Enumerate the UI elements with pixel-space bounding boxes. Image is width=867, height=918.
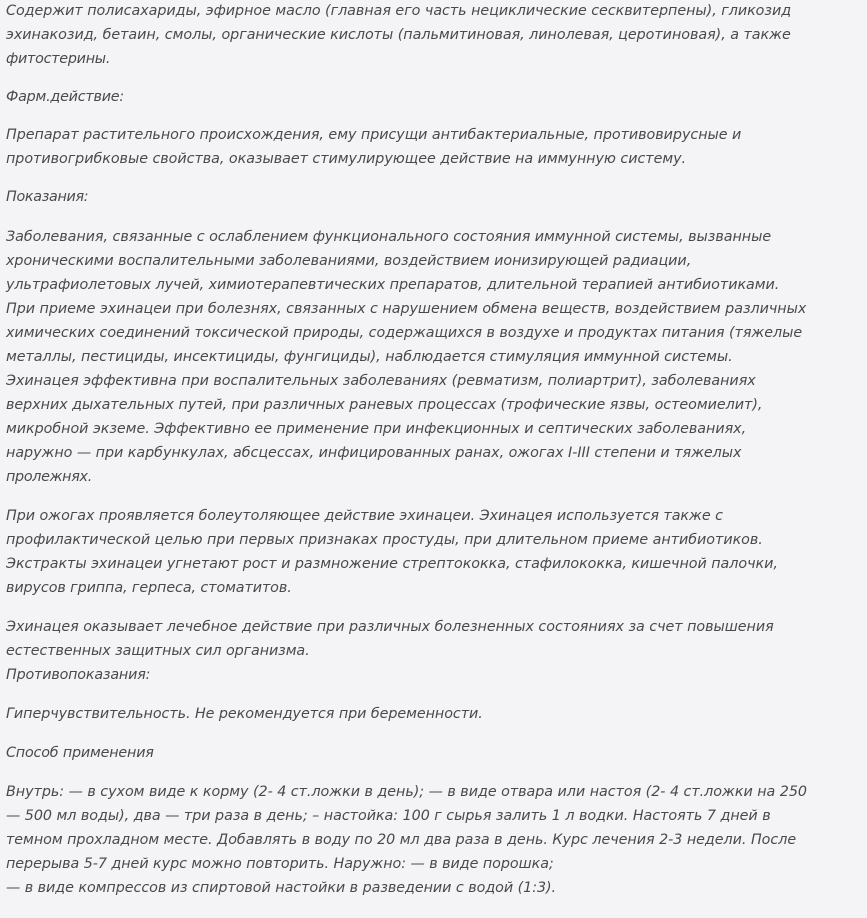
paragraph-pharm-action xyxy=(6,123,864,171)
heading-usage xyxy=(6,741,864,765)
text-line: Гиперчувствительность. Не рекомендуется при беременности. xyxy=(6,706,483,722)
text-line: Заболевания, связанные с ослаблением функционального состояния иммунной системы, вызванные xyxy=(6,229,772,245)
text-line: перерыва 5-7 дней курс можно повторить. Наружно: — в виде порошка; xyxy=(6,856,554,872)
text-line: темном прохладном месте. Добавлять в воду по 20 мл два раза в день. Курс лечения 2-3 недели. После xyxy=(6,832,797,848)
text-line: эхинакозид, бетаин, смолы, органические кислоты (пальмитиновая, линолевая, церотиновая), а также xyxy=(6,27,791,43)
text-line: Способ применения xyxy=(6,745,154,761)
text-line: естественных защитных сил организма. xyxy=(6,643,310,659)
text-line: Внутрь: — в сухом виде к корму (2- 4 ст.ложки в день); — в виде отвара или настоя (2- 4 ст.ложки на 250 xyxy=(6,784,807,800)
text-line: Препарат растительного происхождения, ему присущи антибактериальные, противовирусные и xyxy=(6,127,742,143)
text-line: профилактической целью при первых признаках простуды, при длительном приеме антибиотиков. xyxy=(6,532,763,548)
text-line: Содержит полисахариды, эфирное масло (главная его часть нециклические сесквитерпены), гликозид xyxy=(6,3,792,19)
text-line: вирусов гриппа, герпеса, стоматитов. xyxy=(6,580,292,596)
heading-pharm-action xyxy=(6,85,864,109)
text-line: микробной экземе. Эффективно ее применение при инфекционных и септических заболеваниях, xyxy=(6,421,747,437)
text-line: фитостерины. xyxy=(6,51,111,67)
paragraph-healing xyxy=(6,615,864,687)
text-line: противогрибковые свойства, оказывает стимулирующее действие на иммунную систему. xyxy=(6,151,687,167)
text-line: хроническими воспалительными заболеваниями, воздействием ионизирующей радиации, xyxy=(6,253,692,269)
text-line: верхних дыхательных путей, при различных раневых процессах (трофические язвы, остеомиелит), xyxy=(6,397,763,413)
paragraph-indications xyxy=(6,225,864,489)
text-line: пролежнях. xyxy=(6,469,92,485)
text-line: При приеме эхинацеи при болезнях, связанных с нарушением обмена веществ, воздействием различных xyxy=(6,301,807,317)
text-line: — в виде компрессов из спиртовой настойки в разведении с водой (1:3). xyxy=(6,880,557,896)
paragraph-usage xyxy=(6,780,864,900)
heading-contraindications: Противопоказания: xyxy=(6,667,151,683)
text-line: ультрафиолетовых лучей, химиотерапевтических препаратов, длительной терапией антибиотиками. xyxy=(6,277,780,293)
text-line: металлы, пестициды, инсектициды, фунгициды), наблюдается стимуляция иммунной системы. xyxy=(6,349,733,365)
text-line: наружно — при карбункулах, абсцессах, инфицированных ранах, ожогах I-III степени и тяжелых xyxy=(6,445,742,461)
text-line: Показания: xyxy=(6,189,89,205)
text-line: При ожогах проявляется болеутоляющее действие эхинацеи. Эхинацея используется также с xyxy=(6,508,723,524)
paragraph-contraindications xyxy=(6,702,864,726)
text-line: Эхинацея оказывает лечебное действие при различных болезненных состояниях за счет повышения xyxy=(6,619,774,635)
text-line: химических соединений токсической природы, содержащихся в воздухе и продуктах питания (тяжелые xyxy=(6,325,803,341)
text-line: Фарм.действие: xyxy=(6,89,124,105)
heading-indications xyxy=(6,185,864,209)
text-line: — 500 мл воды), два — три раза в день; – настойка: 100 г сырья залить 1 л водки. Настоять 7 дней в xyxy=(6,808,771,824)
text-line: Экстракты эхинацеи угнетают рост и размножение стрептококка, стафилококка, кишечной палочки, xyxy=(6,556,778,572)
paragraph-burns xyxy=(6,504,864,600)
text-line: Эхинацея эффективна при воспалительных заболеваниях (ревматизм, полиартрит), заболеваниях xyxy=(6,373,756,389)
paragraph-composition xyxy=(6,0,864,71)
